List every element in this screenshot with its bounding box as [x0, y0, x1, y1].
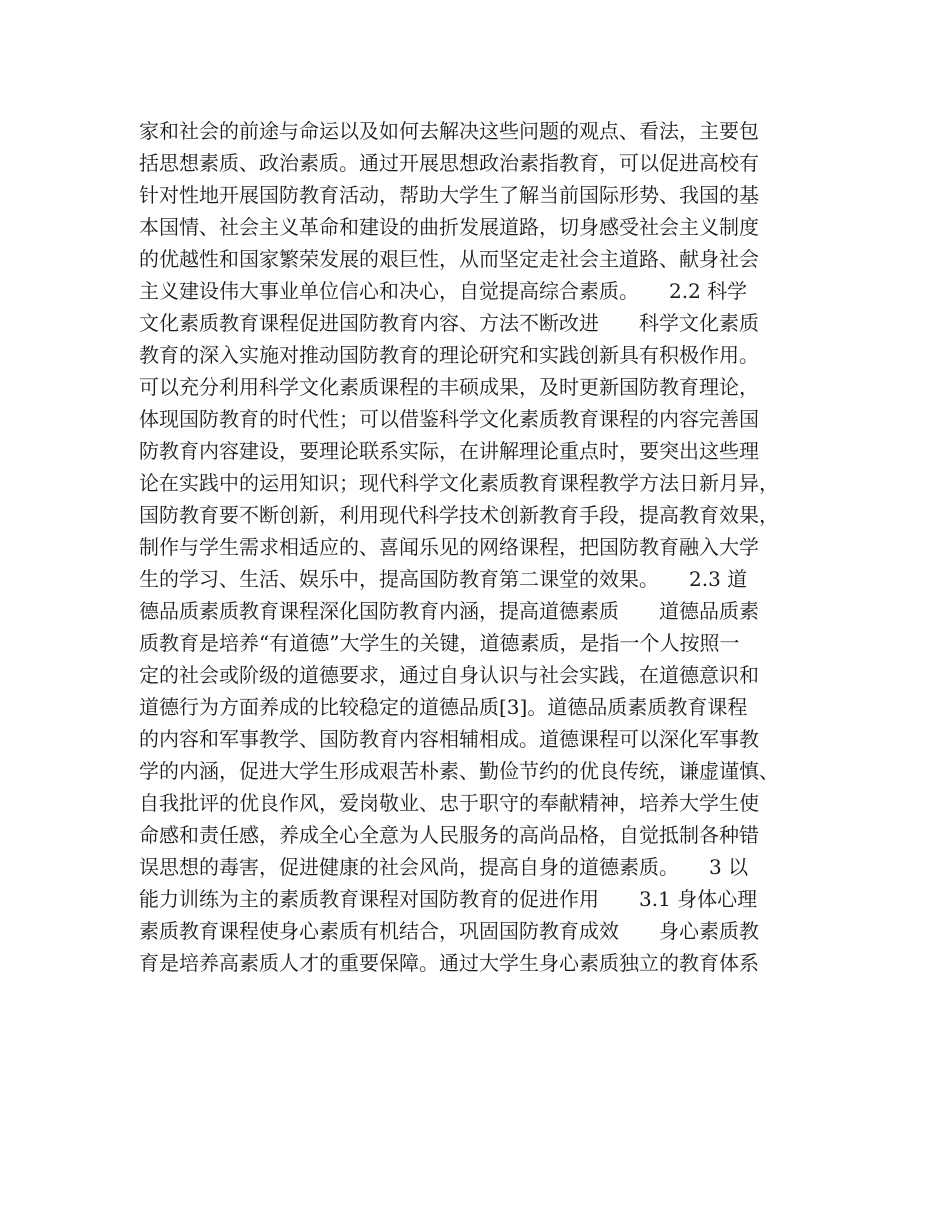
- text-line: 定的社会或阶级的道德要求，通过自身认识与社会实践，在道德意识和: [139, 663, 759, 687]
- text-line: 误思想的毒害，促进健康的社会风尚，提高自身的道德素质。 3 以: [139, 855, 749, 879]
- text-line: 体现国防教育的时代性；可以借鉴科学文化素质教育课程的内容完善国: [139, 407, 759, 431]
- body-text: [139, 115, 829, 979]
- text-line: 家和社会的前途与命运以及如何去解决这些问题的观点、看法，主要包: [139, 119, 759, 143]
- text-line: 学的内涵，促进大学生形成艰苦朴素、勤俭节约的优良传统，谦虚谨慎、: [139, 759, 779, 783]
- text-line: 制作与学生需求相适应的、喜闻乐见的网络课程，把国防教育融入大学: [139, 535, 759, 559]
- text-line: 能力训练为主的素质教育课程对国防教育的促进作用 3.1 身体心理: [139, 887, 758, 911]
- text-line: 括思想素质、政治素质。通过开展思想政治素指教育，可以促进高校有: [139, 151, 759, 175]
- text-line: 命感和责任感，养成全心全意为人民服务的高尚品格，自觉抵制各种错: [139, 823, 759, 847]
- text-line: 自我批评的优良作风，爱岗敬业、忠于职守的奉献精神，培养大学生使: [139, 791, 759, 815]
- text-line: 主义建设伟大事业单位信心和决心，自觉提高综合素质。 2.2 科学: [139, 279, 748, 303]
- text-line: 育是培养高素质人才的重要保障。通过大学生身心素质独立的教育体系: [139, 951, 759, 975]
- text-line: 防教育内容建设，要理论联系实际，在讲解理论重点时，要突出这些理: [139, 439, 759, 463]
- text-line: 教育的深入实施对推动国防教育的理论研究和实践创新具有积极作用。: [139, 343, 759, 367]
- text-line: 论在实践中的运用知识；现代科学文化素质教育课程教学方法日新月异，: [139, 471, 779, 495]
- text-line: 质教育是培养“有道德”大学生的关键，道德素质，是指一个人按照一: [139, 631, 740, 655]
- text-line: 德品质素质教育课程深化国防教育内涵，提高道德素质 道德品质素: [139, 599, 759, 623]
- text-line: 的优越性和国家繁荣发展的艰巨性，从而坚定走社会主道路、献身社会: [139, 247, 759, 271]
- text-line: 本国情、社会主义革命和建设的曲折发展道路，切身感受社会主义制度: [139, 215, 759, 239]
- text-line: 可以充分利用科学文化素质课程的丰硕成果，及时更新国防教育理论，: [139, 375, 759, 399]
- text-line: 素质教育课程使身心素质有机结合，巩固国防教育成效 身心素质教: [139, 919, 759, 943]
- text-line: 国防教育要不断创新，利用现代科学技术创新教育手段，提高教育效果，: [139, 503, 779, 527]
- text-line: 道德行为方面养成的比较稳定的道德品质[3]。道德品质素质教育课程: [139, 695, 748, 719]
- text-line: 生的学习、生活、娱乐中，提高国防教育第二课堂的效果。 2.3 道: [139, 567, 748, 591]
- text-line: 的内容和军事教学、国防教育内容相辅相成。道德课程可以深化军事教: [139, 727, 759, 751]
- text-line: 针对性地开展国防教育活动，帮助大学生了解当前国际形势、我国的基: [139, 183, 759, 207]
- text-line: 文化素质教育课程促进国防教育内容、方法不断改进 科学文化素质: [139, 311, 759, 335]
